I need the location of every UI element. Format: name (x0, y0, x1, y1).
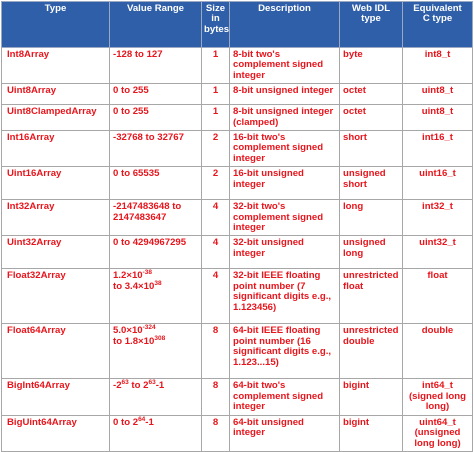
range-base: 0 to 2 (113, 416, 139, 428)
table-row (2, 48, 473, 84)
cell-type: Int8Array (2, 48, 110, 84)
cell-description: 32-bit two's complement signed integer (230, 200, 340, 236)
header-description: Description (230, 2, 340, 48)
cell-web-idl: bigint (340, 379, 403, 415)
cell-value-range (110, 131, 202, 167)
cell-description: 64-bit IEEE floating point number (16 significant digits e.g., 1.123...15) (230, 324, 340, 379)
cell-description: 8-bit two's complement signed integer (230, 48, 340, 84)
table-row (2, 131, 473, 167)
table-row (2, 167, 473, 200)
table-row (2, 415, 473, 451)
table-row (2, 379, 473, 415)
table-row (2, 236, 473, 269)
range-base: 1.2×10 (113, 270, 143, 282)
cell-value-range (110, 84, 202, 105)
cell-c-type: int16_t (403, 131, 473, 167)
cell-description: 16-bit two's complement signed integer (230, 131, 340, 167)
range-base: -2 (113, 380, 122, 392)
cell-value-range (110, 236, 202, 269)
typed-array-table (1, 1, 473, 452)
range-base: -1 (155, 380, 165, 392)
cell-type: Uint32Array (2, 236, 110, 269)
range-line: 0 to 255 (113, 106, 149, 118)
header-idl-line: Web IDL (351, 3, 391, 14)
range-base: to 3.4×10 (113, 280, 155, 292)
cell-web-idl: octet (340, 84, 403, 105)
cell-description: 32-bit IEEE floating point number (7 significant digits e.g., 1.123456) (230, 269, 340, 324)
cell-value-range (110, 105, 202, 131)
cell-size: 4 (202, 269, 230, 324)
cell-web-idl: unsigned long (340, 236, 403, 269)
header-size-line: bytes (204, 23, 230, 35)
range-line: -32768 to 32767 (113, 132, 184, 144)
table-row (2, 324, 473, 379)
cell-size: 2 (202, 167, 230, 200)
range-line: -128 to 127 (113, 49, 163, 60)
cell-c-type: uint64_t (unsigned long long) (403, 415, 473, 451)
cell-size: 8 (202, 379, 230, 415)
cell-type: Float64Array (2, 324, 110, 379)
cell-web-idl: octet (340, 105, 403, 131)
range-base: to 2 (128, 380, 149, 392)
header-value-range: Value Range (110, 2, 202, 48)
cell-type: Int32Array (2, 200, 110, 236)
cell-size: 1 (202, 105, 230, 131)
cell-c-type: int32_t (403, 200, 473, 236)
cell-size: 2 (202, 131, 230, 167)
cell-c-type: uint16_t (403, 167, 473, 200)
cell-web-idl: long (340, 200, 403, 236)
cell-c-type: uint32_t (403, 236, 473, 269)
range-base: 5.0×10 (113, 325, 143, 337)
cell-type: Uint16Array (2, 167, 110, 200)
range-exponent: 63 (148, 379, 156, 387)
cell-c-type: float (403, 269, 473, 324)
range-exponent: -38 (142, 269, 153, 277)
header-idl-line: type (361, 13, 381, 25)
header-web-idl (340, 2, 403, 48)
table-row (2, 105, 473, 131)
header-c-type (403, 2, 473, 48)
range-exponent: 308 (154, 334, 166, 342)
header-c-line: C type (422, 13, 453, 25)
table-row (2, 200, 473, 236)
range-exponent: -324 (142, 324, 156, 332)
table-body (2, 48, 473, 452)
cell-description: 8-bit unsigned integer (230, 84, 340, 105)
range-line: 0 to 255 (113, 85, 149, 97)
cell-size: 1 (202, 84, 230, 105)
cell-size: 1 (202, 48, 230, 84)
range-exponent: 63 (121, 379, 129, 387)
cell-size: 8 (202, 324, 230, 379)
table-row (2, 84, 473, 105)
cell-value-range (110, 48, 202, 84)
cell-size: 4 (202, 236, 230, 269)
range-base: to 1.8×10 (113, 335, 155, 347)
cell-value-range (110, 200, 202, 236)
cell-description: 16-bit unsigned integer (230, 167, 340, 200)
cell-web-idl: unrestricted float (340, 269, 403, 324)
cell-value-range (110, 269, 202, 324)
cell-c-type: int64_t (signed long long) (403, 379, 473, 415)
range-line: 0 to 65535 (113, 168, 160, 180)
header-row (2, 2, 473, 48)
cell-description: 32-bit unsigned integer (230, 236, 340, 269)
cell-web-idl: bigint (340, 415, 403, 451)
header-size-line: in (211, 13, 220, 25)
cell-value-range (110, 324, 202, 379)
range-line: 0 to 4294967295 (113, 237, 187, 249)
cell-web-idl: short (340, 131, 403, 167)
cell-type: Float32Array (2, 269, 110, 324)
header-type: Type (2, 2, 110, 48)
range-line (113, 279, 198, 292)
cell-size: 4 (202, 200, 230, 236)
cell-description: 64-bit unsigned integer (230, 415, 340, 451)
range-line (113, 334, 198, 347)
cell-c-type: uint8_t (403, 105, 473, 131)
range-base: -1 (145, 416, 154, 428)
cell-size: 8 (202, 415, 230, 451)
range-exponent: 38 (154, 279, 162, 287)
header-size-line: Size (205, 3, 226, 14)
cell-c-type: int8_t (403, 48, 473, 84)
cell-type: BigInt64Array (2, 379, 110, 415)
cell-value-range (110, 415, 202, 451)
cell-value-range (110, 167, 202, 200)
header-size (202, 2, 230, 48)
cell-type: Uint8ClampedArray (2, 105, 110, 131)
cell-description: 64-bit two's complement signed integer (230, 379, 340, 415)
header-c-line: Equivalent (413, 3, 462, 14)
table-row (2, 269, 473, 324)
cell-web-idl: unrestricted double (340, 324, 403, 379)
cell-type: Uint8Array (2, 84, 110, 105)
cell-c-type: double (403, 324, 473, 379)
cell-web-idl: byte (340, 48, 403, 84)
cell-description: 8-bit unsigned integer (clamped) (230, 105, 340, 131)
cell-type: BigUint64Array (2, 415, 110, 451)
range-exponent: 64 (138, 415, 146, 423)
cell-c-type: uint8_t (403, 84, 473, 105)
cell-web-idl: unsigned short (340, 167, 403, 200)
cell-type: Int16Array (2, 131, 110, 167)
cell-value-range (110, 379, 202, 415)
range-line: -2147483648 to 2147483647 (113, 201, 182, 223)
